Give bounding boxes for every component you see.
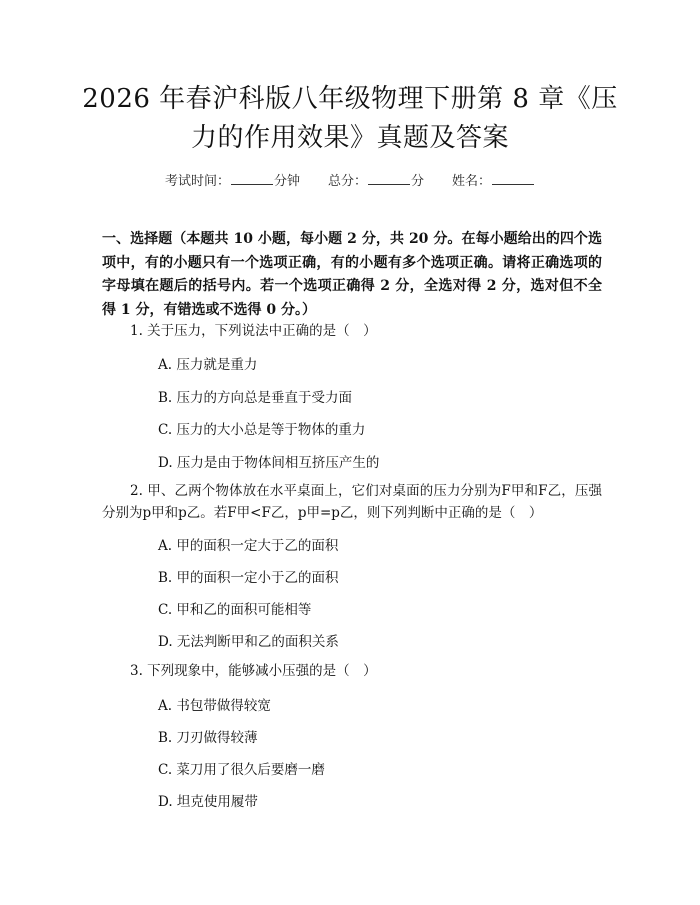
- score-label: 总分：: [327, 174, 367, 189]
- question-3-option-c: C. 菜刀用了很久后要磨一磨: [158, 762, 325, 778]
- section-heading: 一、选择题（本题共 10 小题，每小题 2 分，共 20 分。在每小题给出的四个选项中，有的小题只有一个选项正确，有的小题有多个选项正确。请将正确选项的字母填在题后的括号内。若一个选项正确得 2 分，全选对得 2 分，选对但不全得 1 分，有错选或不选得 0 分。）: [102, 231, 602, 318]
- time-label: 考试时间：: [164, 174, 230, 189]
- question-3-option-a: A. 书包带做得较宽: [158, 698, 271, 714]
- question-1-stem: 1. 关于压力，下列说法中正确的是（ ）: [130, 323, 377, 339]
- question-1-option-d: D. 压力是由于物体间相互挤压产生的: [158, 455, 380, 471]
- score-unit: 分: [411, 174, 425, 189]
- question-3-option-d: D. 坦克使用履带: [158, 794, 258, 810]
- score-blank: [368, 172, 410, 185]
- time-unit: 分钟: [273, 174, 300, 189]
- question-3-option-b: B. 刀刃做得较薄: [158, 730, 258, 746]
- question-1-option-a: A. 压力就是重力: [158, 357, 258, 373]
- exam-info-line: [0, 170, 700, 189]
- question-1-option-b: B. 压力的方向总是垂直于受力面: [158, 390, 353, 406]
- document-title: 2026 年春沪科版八年级物理下册第 8 章《压力的作用效果》真题及答案: [82, 84, 618, 153]
- question-2-stem: 2. 甲、乙两个物体放在水平桌面上，它们对桌面的压力分别为F甲和F乙，压强分别为p甲和p乙。若F甲<F乙，p甲=p乙，则下列判断中正确的是（ ）: [102, 483, 602, 521]
- question-3-stem: 3. 下列现象中，能够减小压强的是（ ）: [130, 663, 377, 679]
- question-2-option-b: B. 甲的面积一定小于乙的面积: [158, 570, 339, 586]
- question-1-option-c: C. 压力的大小总是等于物体的重力: [158, 422, 366, 438]
- question-2-option-a: A. 甲的面积一定大于乙的面积: [158, 538, 339, 554]
- name-blank: [492, 172, 534, 185]
- question-2-option-d: D. 无法判断甲和乙的面积关系: [158, 634, 339, 650]
- question-2-option-c: C. 甲和乙的面积可能相等: [158, 602, 312, 618]
- time-blank: [231, 172, 273, 185]
- name-label: 姓名：: [452, 174, 492, 189]
